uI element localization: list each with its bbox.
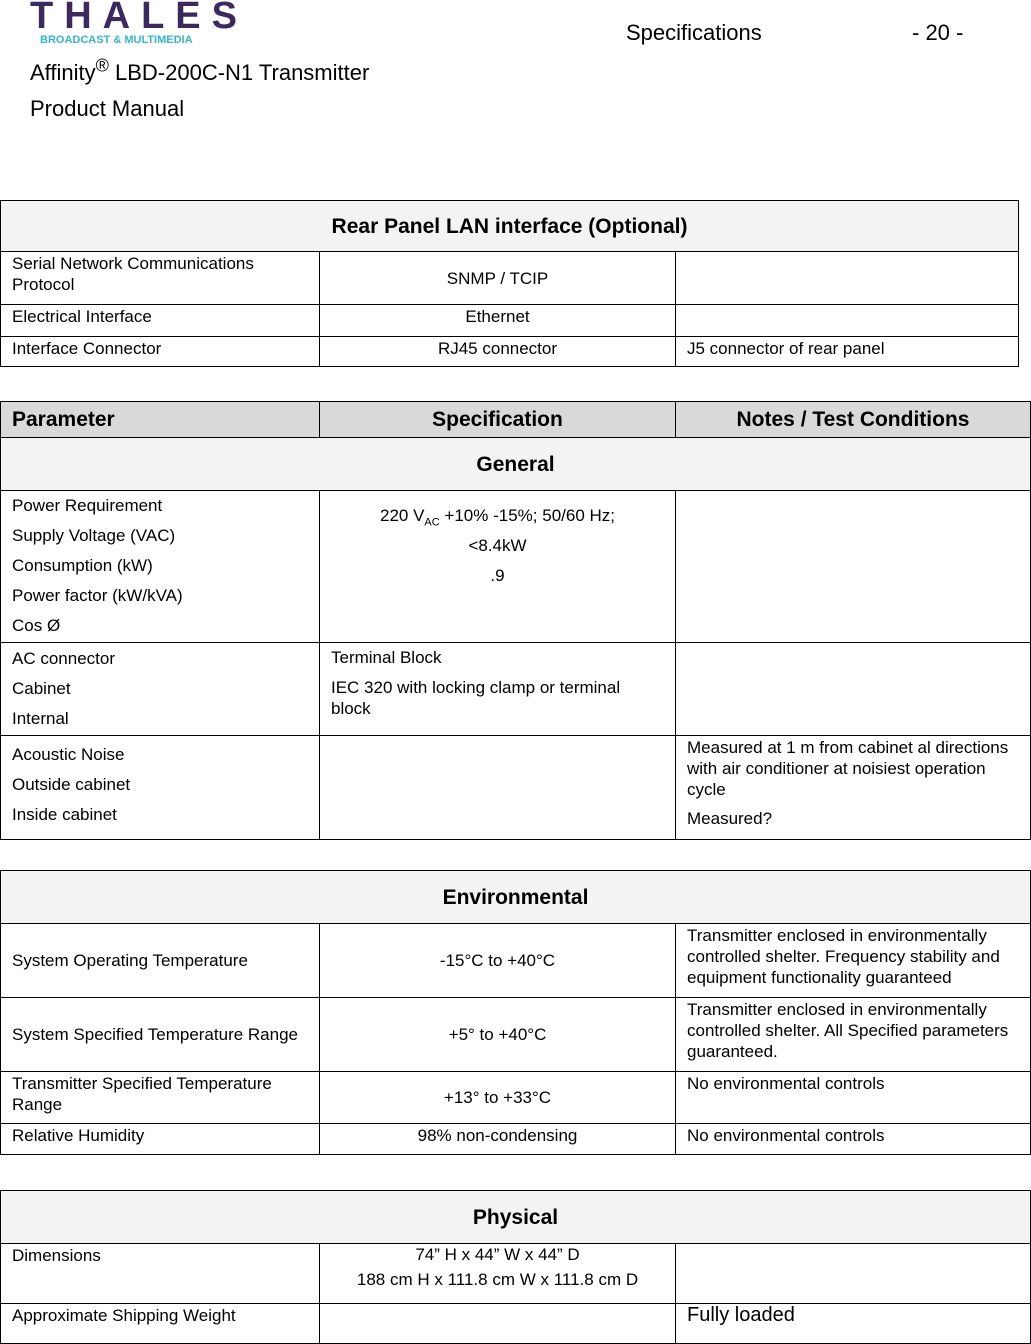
- table-cell: 74” H x 44” W x 44” D 188 cm H x 111.8 cm W x 111.8 cm D: [320, 1244, 676, 1304]
- logo-subtext: BROADCAST & MULTIMEDIA: [40, 34, 193, 46]
- section-title: Physical: [1, 1191, 1031, 1244]
- table-cell: Specification: [320, 402, 676, 438]
- table-cell: Dimensions: [1, 1244, 320, 1304]
- table-row: [1, 1191, 1031, 1244]
- table-cell: Approximate Shipping Weight: [1, 1304, 320, 1344]
- table-cell: Interface Connector: [1, 337, 320, 367]
- table-row: [1, 871, 1031, 924]
- table-cell: -15°C to +40°C: [320, 924, 676, 998]
- table-cell: Measured at 1 m from cabinet al directions with air conditioner at noisiest operation cycle Measured?: [676, 736, 1031, 840]
- table-cell: Power Requirement Supply Voltage (VAC) Consumption (kW) Power factor (kW/kVA) Cos Ø: [1, 491, 320, 643]
- table-cell: Transmitter Specified Temperature Range: [1, 1072, 320, 1124]
- table-cell: Electrical Interface: [1, 305, 320, 337]
- table-cell: Notes / Test Conditions: [676, 402, 1031, 438]
- product-title: Affinity® LBD-200C-N1 Transmitter: [30, 55, 370, 85]
- table-cell: SNMP / TCIP: [320, 252, 676, 305]
- table-cell: [676, 252, 1019, 305]
- table-cell: [676, 491, 1031, 643]
- table-cell: Relative Humidity: [1, 1124, 320, 1155]
- table-row: [1, 491, 1031, 643]
- table-row: [1, 736, 1031, 840]
- table-cell: No environmental controls: [676, 1072, 1031, 1124]
- general-table: [0, 401, 1031, 840]
- table-cell: System Specified Temperature Range: [1, 998, 320, 1072]
- page-number: - 20 -: [912, 20, 964, 45]
- table-cell: [676, 643, 1031, 736]
- table-cell: +5° to +40°C: [320, 998, 676, 1072]
- table-row: [1, 438, 1031, 491]
- table-row: [1, 924, 1031, 998]
- physical-table: [0, 1190, 1031, 1344]
- table-row: [1, 1244, 1031, 1304]
- table-row: [1, 252, 1019, 305]
- table-cell: RJ45 connector: [320, 337, 676, 367]
- thales-logo: [30, 0, 270, 47]
- table-cell: [320, 1304, 676, 1344]
- table-row: [1, 643, 1031, 736]
- table-row: [1, 1304, 1031, 1344]
- table-cell: [676, 305, 1019, 337]
- table-row: [1, 1124, 1031, 1155]
- logo-text: THALES: [30, 0, 248, 34]
- table-cell: Fully loaded: [676, 1304, 1031, 1344]
- table-cell: Serial Network Communications Protocol: [1, 252, 320, 305]
- table-cell: +13° to +33°C: [320, 1072, 676, 1124]
- table-cell: Ethernet: [320, 305, 676, 337]
- table-cell: [676, 1244, 1031, 1304]
- table-cell: 220 $V_{AC} +10\%$ -15%; 50/60 Hz; <8.4kW .9: [320, 491, 676, 643]
- table-cell: 98% non-condensing: [320, 1124, 676, 1155]
- table-cell: Parameter: [1, 402, 320, 438]
- column-headers: [1, 402, 1031, 438]
- table-row: [1, 998, 1031, 1072]
- table-cell: No environmental controls: [676, 1124, 1031, 1155]
- table-cell: Transmitter enclosed in environmentally controlled shelter. All Specified parameters guaranteed.: [676, 998, 1031, 1072]
- table-cell: Transmitter enclosed in environmentally controlled shelter. Frequency stability and equipment functionality guaranteed: [676, 924, 1031, 998]
- environmental-table: [0, 870, 1031, 1155]
- table-row: [1, 337, 1019, 367]
- table-cell: System Operating Temperature: [1, 924, 320, 998]
- lan-table: [0, 200, 1019, 367]
- table-row: [1, 201, 1019, 252]
- table-cell: [320, 736, 676, 840]
- section-title: General: [1, 438, 1031, 491]
- table-cell: Terminal Block IEC 320 with locking clamp or terminal block: [320, 643, 676, 736]
- table-row: [1, 305, 1019, 337]
- table-cell: Acoustic Noise Outside cabinet Inside cabinet: [1, 736, 320, 840]
- table-cell: J5 connector of rear panel: [676, 337, 1019, 367]
- manual-title: Product Manual: [30, 96, 185, 121]
- table-cell: AC connector Cabinet Internal: [1, 643, 320, 736]
- section-title: Rear Panel LAN interface (Optional): [1, 201, 1019, 252]
- table-row: [1, 1072, 1031, 1124]
- section-title: Environmental: [1, 871, 1031, 924]
- section-name: Specifications: [626, 20, 762, 45]
